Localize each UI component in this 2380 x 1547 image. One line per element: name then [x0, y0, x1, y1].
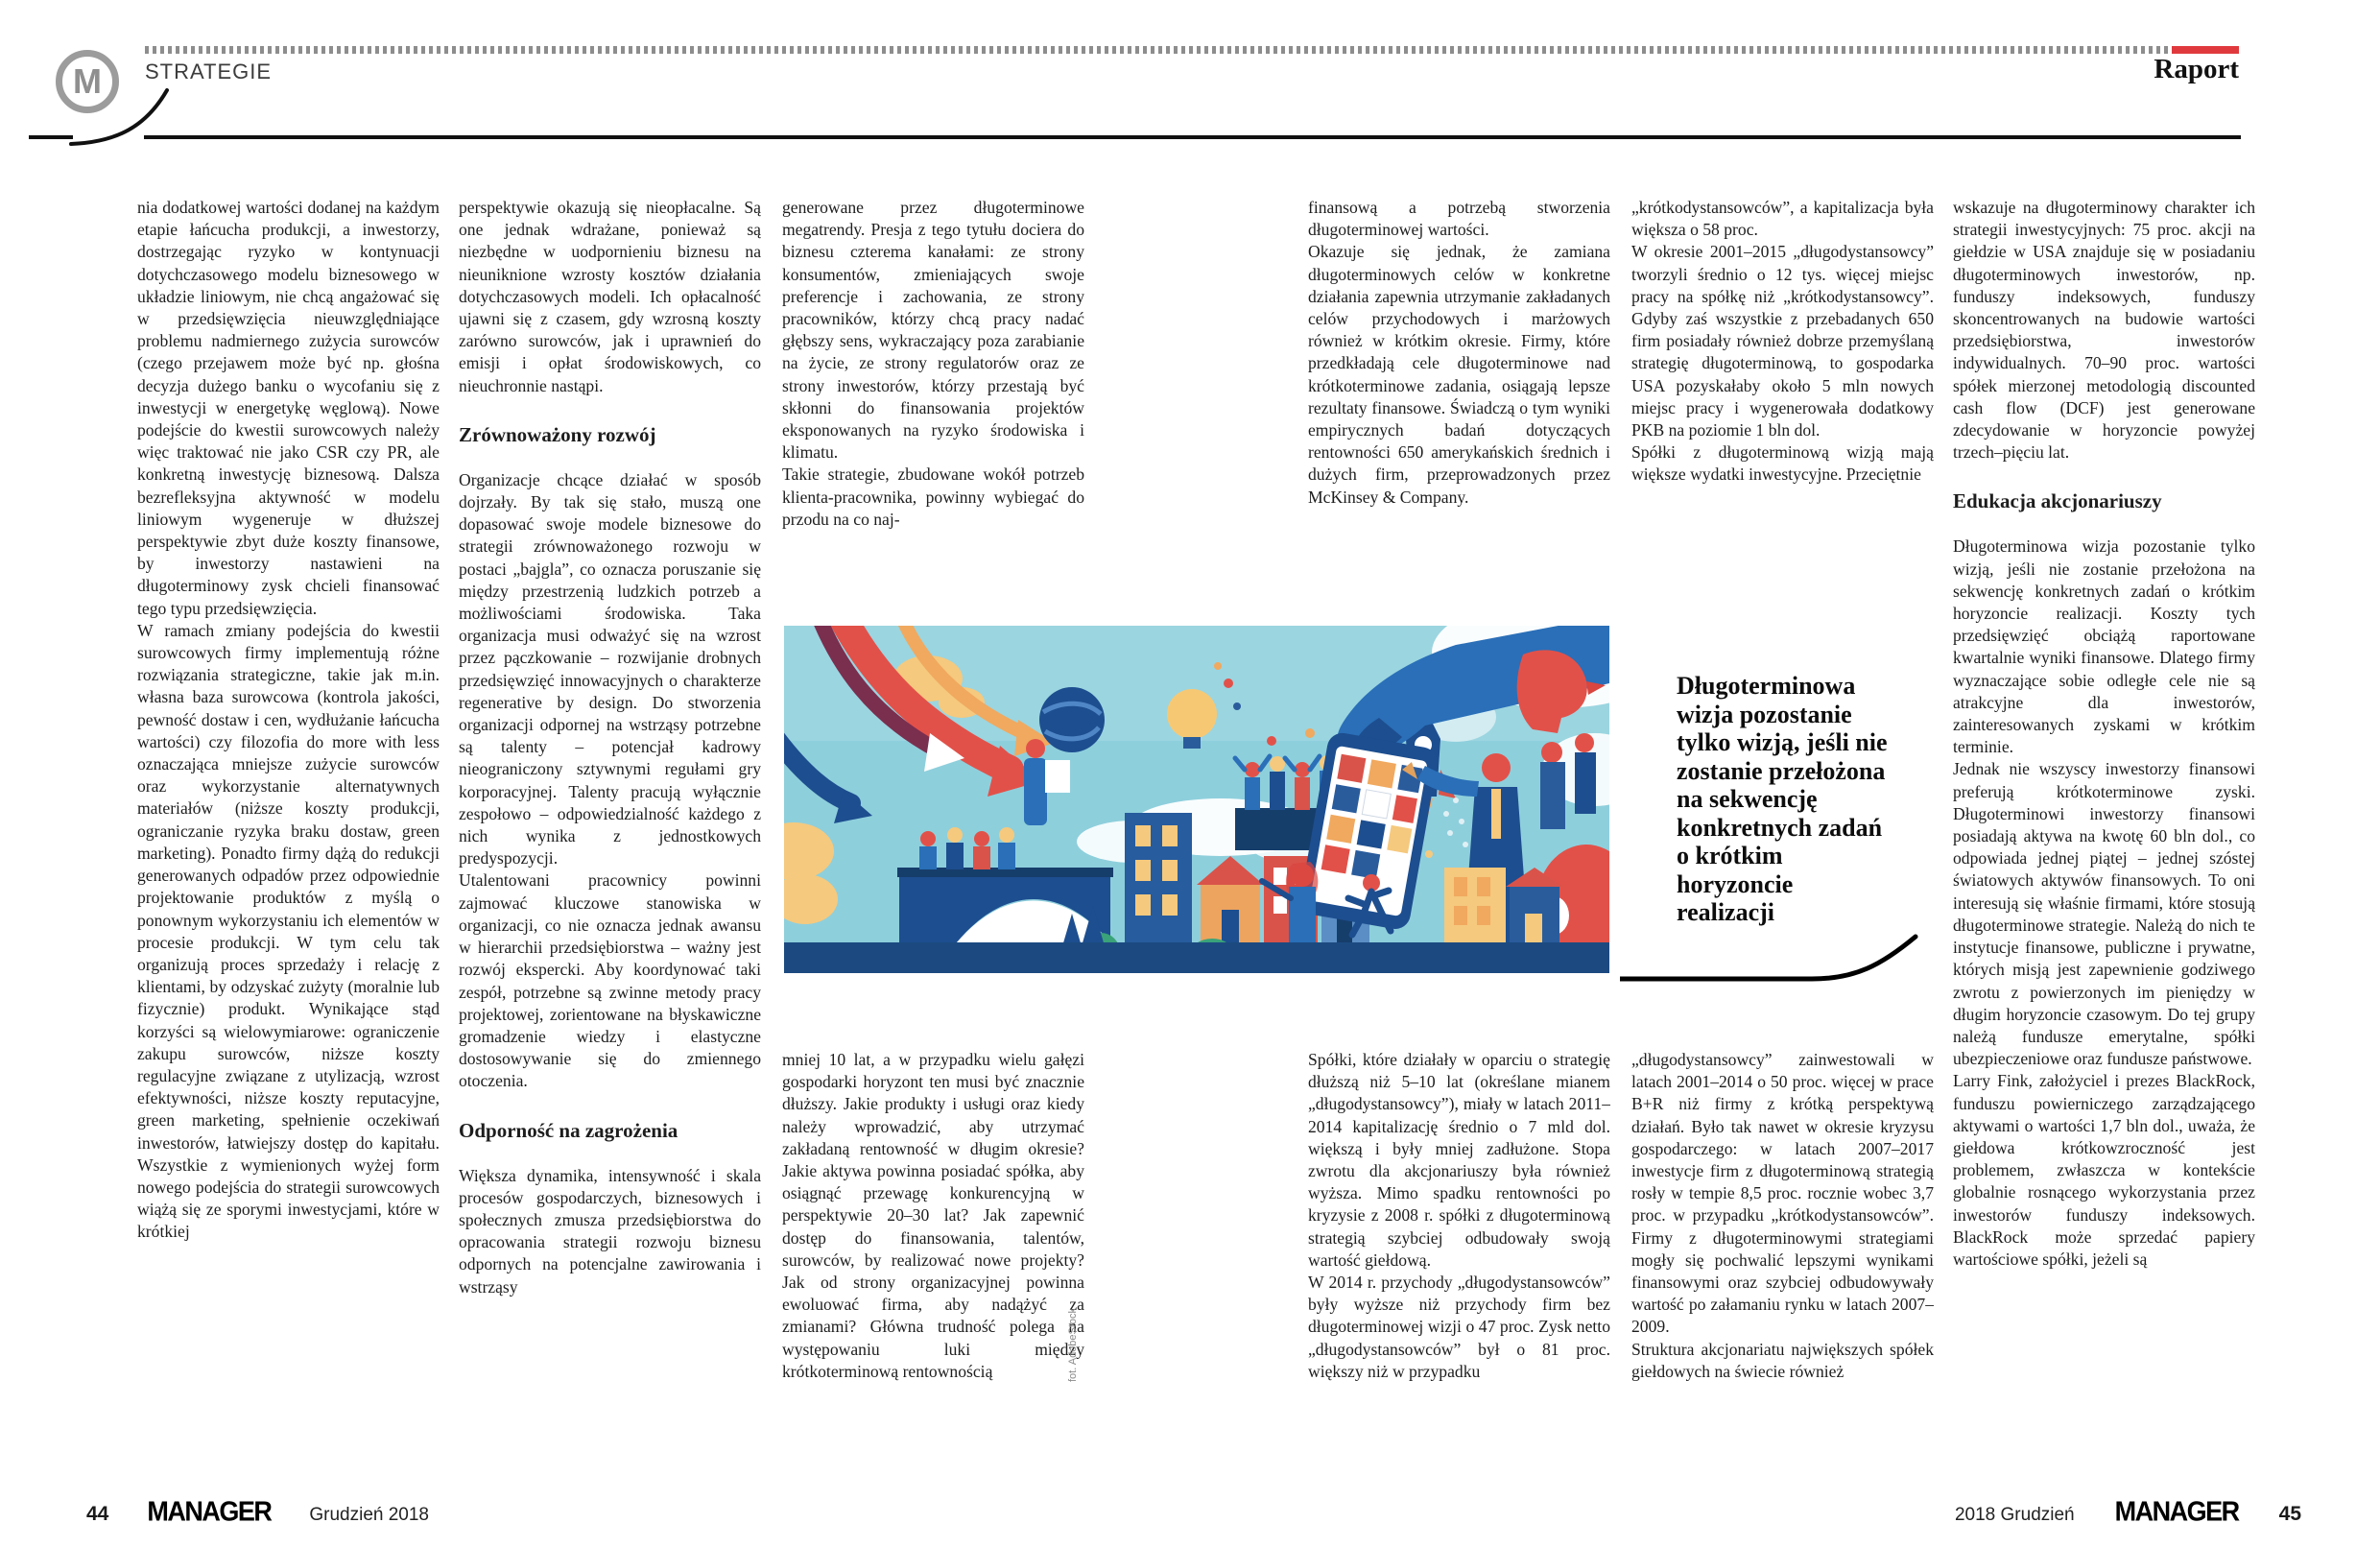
paragraph: W okresie 2001–2015 „długodystansowcy” tworzyli średnio o 12 tys. więcej miejsc pracy na spółkę niż „krótkodystansowcy”. Gdyby zaś wszystkie z przebadanych 650 firm posiadały również dobrze przemyślaną strategię długoterminową, to gospodarka USA pozyskałaby około 5 mln nowych miejsc pracy i wygenerowała dodatkowy PKB na poziomie 1 bln dol.	[1631, 242, 1934, 440]
photo-credit: fot. AdobeStock	[1067, 1307, 1079, 1382]
page-number: 45	[2278, 1503, 2301, 1525]
page-number: 44	[86, 1503, 109, 1525]
header-rule	[144, 135, 2241, 139]
paragraph: generowane przez długoterminowe megatrendy. Presja z tego tytułu dociera do biznesu czterema kanałami: ze strony konsumentów, zmieniających swoje preferencje i zachowania, ze strony pracowników, którzy chcą pracy nadać głębszy sens, wykraczający poza zarabianie na życie, ze strony regulatorów oraz ze strony inwestorów, którzy przestają być skłonni do finansowania projektów eksponowanych na ryzyko środowiska i klimatu.	[782, 198, 1084, 463]
paragraph: „krótkodystansowców”, a kapitalizacja była większa o 58 proc.	[1631, 198, 1934, 240]
issue-date: Grudzień 2018	[309, 1505, 430, 1525]
paragraph: „długodystansowcy” zainwestowali w latach 2001–2014 o 50 proc. więcej w prace B+R niż firmy z krótką perspektywą działań. Było tak nawet w okresie kryzysu gospodarczego: w latach 2007–2017 inwestycje firm z długoterminową strategią rosły w tempie 8,5 proc. rocznie wobec 3,7 proc. w przypadku „krótkodystansowców”. Firmy z długoterminowymi strategiami mogły się pochwalić lepszymi wynikami finansowymi oraz szybciej odbudowywały wartość po załamaniu rynku w latach 2007–2009.	[1631, 1050, 1934, 1337]
paragraph: Długoterminowa wizja pozostanie tylko wizją, jeśli nie zostanie przełożona na sekwencję konkretnych zadań o krótkim horyzoncie realizacji. Koszty tych przedsięwzięć obciążą raportowane kwartalnie wyniki finansowe. Dlatego firmy wyznaczające sobie odległe cele nie są atrakcyjne dla inwestorów, zainteresowanych zyskami w krótkim terminie.	[1953, 536, 2255, 757]
text-column-1	[137, 197, 440, 1478]
paragraph: Takie strategie, zbudowane wokół potrzeb klienta-pracownika, powinny wybiegać do przodu na co naj-	[782, 464, 1084, 529]
section-label: STRATEGIE	[145, 60, 273, 83]
paragraph: nia dodatkowej wartości dodanej na każdym etapie łańcucha produkcji, a inwestorzy, dostrzegając ryzyko w kontynuacji dotychczasowego modelu biznesowego w układzie liniowym, nie chcą angażować się w przedsięwzięcia nieuwzględniające problemu nadmiernego zużycia surowców (czego przejawem może być np. głośna decyzja dużego banku o wycofaniu się z inwestycji w energetykę węglową). Nowe podejście do kwestii surowcowych należy więc traktować nie jako CSR czy PR, ale konkretną inwestycję biznesową. Dalsza bezrefleksyjna aktywność w modelu liniowym wygeneruje w dłuższej perspektywie zbyt duże koszty finansowe, by inwestorzy nastawieni na długoterminowy zysk chcieli finansować tego typu przedsięwzięcia.	[137, 198, 440, 618]
footer-left	[86, 1497, 429, 1527]
footer-right	[1955, 1497, 2301, 1527]
pull-quote-underline-swoosh	[1620, 933, 1921, 987]
paragraph: Spółki, które działały w oparciu o strategię dłuższą niż 5–10 lat (określane mianem „długodystansowcy”), miały w latach 2011–2014 kapitalizację średnio o 7 mld dol. większą i były mniej zadłużone. Stopa zwrotu dla akcjonariuszy była również wyższa. Mimo spadku rentowności po kryzysie z 2008 r. spółki z długoterminową strategią szybciej odbudowały swoją wartość giełdową.	[1308, 1050, 1610, 1270]
paragraph: W 2014 r. przychody „długodystansowców” były wyższe niż przychody firm bez długoterminowej wizji o 47 proc. Zysk netto „długodystansowców” był o 81 proc. większy niż w przypadku	[1308, 1273, 1610, 1381]
paragraph: W ramach zmiany podejścia do kwestii surowcowych firmy implementują różne rozwiązania strategiczne, takie jak m.in. własna baza surowcowa (kontrola jakości, pewność dostaw i cen, wydłużanie łańcucha wartości) czy filozofia do more with less oznaczająca mniejsze zużycie surowców oraz wykorzystanie alternatywnych materiałów (niższe koszty produkcji, ograniczanie ryzyka braku dostaw, green marketing). Ponadto firmy dążą do redukcji generowanych odpadów przez odpowiednie projektowanie produktów z myślą o ponownym wykorzystaniu ich elementów w procesie produkcji. W tym celu tak organizują proces sprzedaży i relację z klientami, by odzyskać zużyty (moralnie lub fizycznie) produkt. Wynikające stąd korzyści są wielowymiarowe: ograniczenie zakupu surowców, niższe koszty regulacyjne związane z utylizacją, wzrost efektywności, niższe koszty reputacyjne, green marketing, spełnienie oczekiwań inwestorów, łatwiejszy dostęp do kapitału. Wszystkie z wymienionych wyżej form nowego podejścia do strategii surowcowych wiążą się ze sporymi inwestycjami, które w krótkiej	[137, 620, 440, 1242]
magazine-wordmark: MANAGER	[147, 1496, 272, 1527]
subheading: Zrównoważony rozwój	[459, 422, 656, 446]
text-column-4-below-photo	[1308, 1049, 1610, 1478]
issue-date: 2018 Grudzień	[1954, 1505, 2075, 1525]
right-buildings	[1444, 868, 1563, 946]
paragraph: Larry Fink, założyciel i prezes BlackRock, funduszu powierniczego zarządzającego aktywami o wartości 1,7 bln dol., uważa, że giełdowa krótkowzroczność jest problemem, zwłaszcza w kontekście globalnie rosnącego wykorzystania przez inwestorów funduszy indeksowych. BlackRock może sprzedać papiery wartościowe spółki, jeżeli są	[1953, 1071, 2255, 1269]
paragraph: mniej 10 lat, a w przypadku wielu gałęzi gospodarki horyzont ten musi być znacznie dłuższy. Jakie produkty i usługi oraz kiedy należy wprowadzić, aby utrzymać zakładaną rentowność w długim okresie? Jakie aktywa powinna posiadać spółka, aby osiągnąć przewagę konkurencyjną w perspektywie 20–30 lat? Jak zapewnić dostęp do finansowania, talentów, surowców, by realizować nowe projekty? Jak od strony organizacyjnej powinna ewoluować firma, aby nadążyć za zmianami? Główna trudność polega na występowaniu luki między krótkoterminową rentownością	[782, 1050, 1084, 1381]
paragraph: Okazuje się jednak, że zamiana długoterminowych celów w konkretne działania zapewnia utrzymanie zakładanych celów przychodowych i marżowych również w krótkim okresie. Firmy, które przedkładają cele długoterminowe nad krótkoterminowe zadania, osiągają lepsze rezultaty finansowe. Świadczą o tym wyniki empirycznych badań dotyczących rentowności 650 amerykańskich średnich i dużych firm, przeprowadzonych przez McKinsey & Company.	[1308, 242, 1610, 507]
paragraph: Spółki z długoterminową wizją mają większe wydatki inwestycyjne. Przeciętnie	[1631, 442, 1934, 485]
logo-letter: M	[73, 61, 102, 101]
header-red-accent-bar	[2172, 46, 2239, 54]
paragraph: finansową a potrzebą stworzenia długoterminowej wartości.	[1308, 198, 1610, 240]
text-column-3-below-photo	[782, 1049, 1084, 1478]
paragraph: wskazuje na długoterminowy charakter ich strategii inwestycyjnych: 75 proc. akcji na giełdzie w USA znajduje się w posiadaniu długoterminowych inwestorów, np. funduszy indeksowych, funduszy skoncentrowanych na budowie wartości przedsiębiorstwa, inwestorów indywidualnych. 70–90 proc. wartości spółek mierzonej metodologią discounted cash flow (DCF) jest generowane zdecydowanie w horyzoncie powyżej trzech–pięciu lat.	[1953, 198, 2255, 463]
paragraph: Większa dynamika, intensywność i skala procesów gospodarczych, biznesowych i społecznych zmusza przedsiębiorstwa do opracowania strategii rozwoju biznesu odpornych na potencjalne zawirowania i wstrząsy	[459, 1165, 761, 1297]
header-rule	[29, 135, 73, 139]
text-column-5-above-quote	[1631, 197, 1934, 581]
text-column-2	[459, 197, 761, 1478]
paragraph: Organizacje chcące działać w sposób dojrzały. By tak się stało, muszą one dopasować swoje modele biznesowe do strategii zrównoważonego rozwoju w postaci „bajgla”, co oznacza poruszanie się między przestrzenią ludzkich potrzeb a możliwościami środowiska. Taka organizacja musi odważyć się na wzrost przez pączkowanie – rozwijanie drobnych przedsięwzięć innowacyjnych o charakterze regenerative by design. Do stworzenia organizacji odpornej na wstrząsy potrzebne są talenty – potencjał kadrowy nieograniczony sztywnymi regułami gry korporacyjnej. Talenty pracują wyłącznie zespołowo – odpowiedzialność każdego z nich wynika z jednostkowych predyspozycji.	[459, 469, 761, 869]
text-column-4-above-photo	[1308, 197, 1610, 629]
pull-quote: Długoterminowa wizja pozostanie tylko wizją, jeśli nie zostanie przełożona na sekwencję konkretnych zadań o krótkim horyzoncie realizacji	[1677, 672, 1888, 926]
paragraph: Jednak nie wszyscy inwestorzy finansowi preferują krótkoterminowe zyski. Długoterminowi inwestorzy finansowi posiadają aktywa na kwotę 60 bln dol., co odpowiada jednej piątej – jednej szóstej światowych aktywów finansowych. To oni interesują się właśnie firmami, które stosują długoterminowe strategie. Należą do nich te instytucje finansowe, publiczne i prywatne, których misją jest zapewnienie godziwego zwrotu z powierzonych im pieniędzy w długim horyzoncie czasowym. Do tej grupy należą fundusze emerytalne, spółki ubezpieczeniowe oraz fundusze państwowe.	[1953, 759, 2255, 1069]
report-label: Raport	[2154, 54, 2239, 84]
text-column-3-above-photo	[782, 197, 1084, 629]
magazine-wordmark: MANAGER	[2114, 1496, 2239, 1527]
header-dotted-rule	[145, 46, 2172, 54]
paragraph: perspektywie okazują się nieopłacalne. Są one jednak wdrażane, ponieważ są niezbędne w uodpornieniu biznesu na nieuniknione wzrosty kosztów działania dotychczasowych modeli. Ich opłacalność ujawni się z czasem, gdy wzrosną koszty zarówno surowców, jak i uprawnień do emisji i opłat środowiskowych, co nieuchronnie nastąpi.	[459, 198, 761, 395]
text-column-6	[1953, 197, 2255, 1478]
subheading: Edukacja akcjonariuszy	[1953, 489, 2162, 513]
paragraph: Utalentowani pracownicy powinni zajmować kluczowe stanowiska w organizacji, co nie oznacza jednak awansu w hierarchii przedsiębiorstwa – ważny jest rozwój ekspercki. Aby koordynować taki zespół, potrzebne są zwinne metody pracy projektowej, zorientowane na błyskawiczne gromadzenie wiedzy i elastyczne dostosowywanie się do zmiennego otoczenia.	[459, 870, 761, 1091]
paragraph: Struktura akcjonariatu największych spółek giełdowych na świecie również	[1631, 1339, 1934, 1381]
text-column-5-below-quote	[1631, 1049, 1934, 1478]
article-illustration	[784, 626, 1609, 973]
subheading: Odporność na zagrożenia	[459, 1118, 678, 1142]
ground	[784, 942, 1609, 973]
